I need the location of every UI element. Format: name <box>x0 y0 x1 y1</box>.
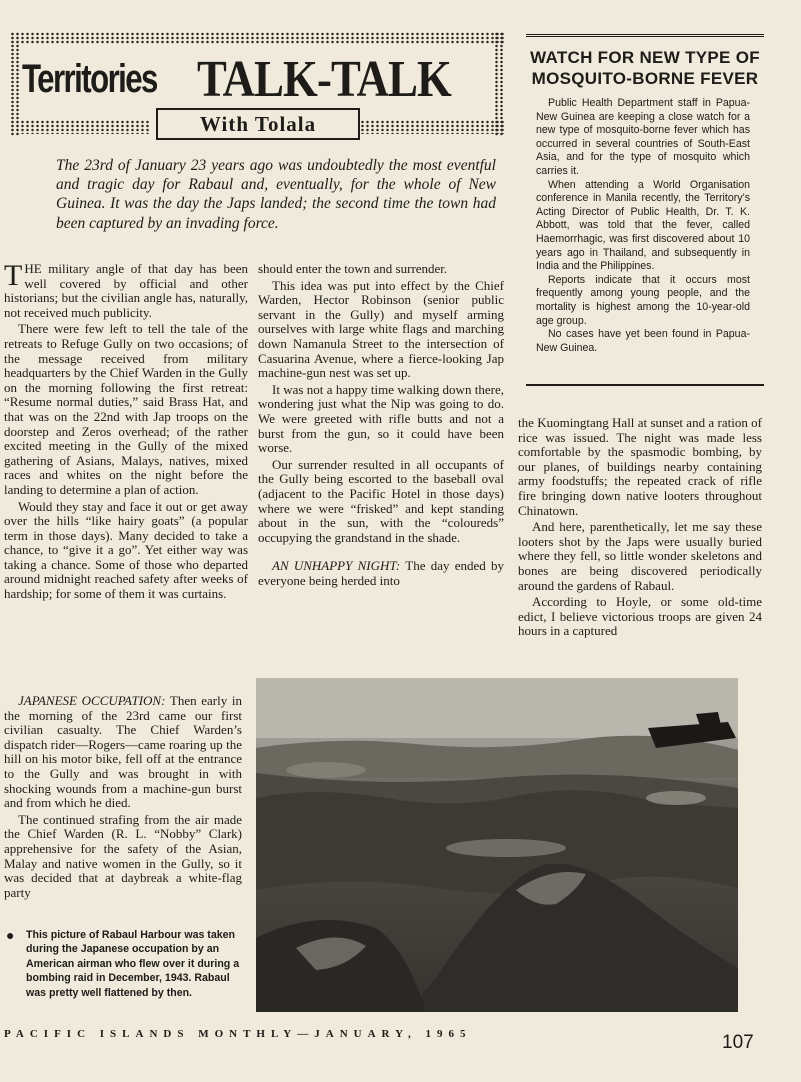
paragraph: According to Hoyle, or some old-time edict, I believe victorious troops are given 24 hours in a captured <box>518 594 762 639</box>
page-number: 107 <box>722 1032 754 1053</box>
subhead: AN UNHAPPY NIGHT: <box>272 558 401 574</box>
paragraph-text: Then early in the morning of the 23rd came our first civilian casualty. The Chief Warden’s dispatch rider—Rogers—came roaring up the hill on his motor bike, fell off at the entrance to the Gully and was brought in with shocking wounds from a machine-gun burst and from which he died. <box>4 693 243 811</box>
sidebar-body <box>526 97 764 355</box>
sidebar-headline: WATCH FOR NEW TYPE OF MOSQUITO-BORNE FEVER <box>530 48 760 88</box>
paragraph: Public Health Department staff in Papua-New Guinea are keeping a close watch for a new type of mosquito-borne fever which has occurred in several countries of South-East Asia, and for the type of mosquito which carries it. <box>536 97 750 177</box>
paragraph-text: The day ended by everyone being herded into <box>258 558 505 588</box>
paragraph <box>4 259 248 320</box>
paragraph-text: HE military angle of that day has been well covered by official and other historians; but the civilian angle has, naturally, not received much publicity. <box>4 261 248 320</box>
photo-caption <box>6 928 244 1000</box>
dotted-border <box>10 120 150 134</box>
article-column-2 <box>258 262 504 590</box>
paragraph: Our surrender resulted in all occupants of the Gully being escorted to the baseball oval (adjacent to the Pacific Hotel in those days) where we were “frisked” and kept standing about in the sun, with the “coloureds” occupying the grandstand in the shade. <box>258 456 504 545</box>
paragraph: Reports indicate that it occurs most frequently among young people, and the mortality is highest among the 10-year-old age group. <box>536 273 750 327</box>
caption-bullet: ● <box>6 927 15 943</box>
news-sidebar <box>526 34 764 386</box>
paragraph: the Kuomingtang Hall at sunset and a ration of rice was issued. The night was made less comfortable by the spasmodic bombing, by our planes, of buildings nearby containing army foodstuffs; the repeated crack of rifle fire bringing down native looters throughout Chinatown. <box>518 415 762 518</box>
article-intro: The 23rd of January 23 years ago was undoubtedly the most eventful and tragic day for Rabaul and, eventually, for the whole of New Guinea. It was the day the Japs landed; the second time the town had been captured by an invading force. <box>56 157 496 232</box>
column-masthead <box>10 32 504 140</box>
paragraph: The continued strafing from the air made the Chief Warden (R. L. “Nobby” Clark) apprehensive for the safety of the Asian, Malay and native women in the Gully, so it was decided that at daybreak a white-flag party <box>4 811 242 900</box>
paragraph: This idea was put into effect by the Chief Warden, Hector Robinson (senior public servant in the Gully) and myself arming ourselves with large white flags and marching down Namanula Street to the intersection of Casuarina Avenue, where a fierce-looking Jap machine-gun nest was set up. <box>258 277 504 381</box>
drop-cap: T <box>4 259 23 292</box>
caption-text: This picture of Rabaul Harbour was taken during the Japanese occupation by an American airman who flew over it during a bombing raid in December, 1943. Rabaul was pretty well flattened by then. <box>26 929 240 999</box>
column-title-left: Territories <box>22 56 157 101</box>
paragraph: should enter the town and surrender. <box>258 261 448 276</box>
dotted-border <box>10 32 504 44</box>
paragraph: And here, parenthetically, let me say these looters shot by the Japs were usually buried where they fell, so little wonder skeletons and bones are being discovered periodically around the gardens of Rabaul. <box>518 519 762 593</box>
aerial-harbour-illustration <box>256 678 738 1012</box>
harbour-photo <box>256 678 738 1012</box>
paragraph: Would they stay and face it out or get away over the hills “like hairy goats” (a popular term in those days). Many decided to take a chance, to “give it a go”. Yet either way was taking a chance. Some of those who departed around midnight reached safety after weeks of hardship; for some of them it was curtains. <box>4 498 248 602</box>
page-footer: PACIFIC ISLANDS MONTHLY—JANUARY, 1965 <box>4 1028 472 1040</box>
column-byline: With Tolala <box>156 108 360 140</box>
paragraph <box>258 559 504 588</box>
article-column-3 <box>518 416 762 641</box>
paragraph: There were few left to tell the tale of the retreats to Refuge Gully on two occasions; of the message received from military headquarters by the Chief Warden in the Gully on the morning following the first retreat: “Resume normal duties,” said Brass Hat, and that was on the 22nd with Jap troops on the doorstep and Zeros overhead; of the rather excited meeting in the Gully of the mixed gathering of Asians, Malays, natives, mixed races and whites on the night before the landing to determine a plan of action. <box>4 321 248 497</box>
paragraph <box>4 694 242 811</box>
paragraph: When attending a World Organisation conference in Manila recently, the Territory’s Acting Director of Public Health, Dr. T. K. Abbott, was told that the fever, called Haemorrhagic, was first discovered about 10 years ago in Thailand, and subsequently in India and the Philippines. <box>536 178 750 273</box>
article-column-1-lower <box>4 694 242 902</box>
paragraph: It was not a happy time walking down there, wondering just what the Nip was going to do. We were greeted with rifle butts and not a burst from the gun, so it could have been worse. <box>258 381 504 456</box>
column-title-right: TALK-TALK <box>196 50 451 108</box>
dotted-border <box>360 120 504 134</box>
column-title <box>22 44 492 114</box>
article-column-1 <box>4 259 248 604</box>
paragraph: No cases have yet been found in Papua-New Guinea. <box>536 328 750 354</box>
subhead: JAPANESE OCCUPATION: <box>18 693 166 708</box>
